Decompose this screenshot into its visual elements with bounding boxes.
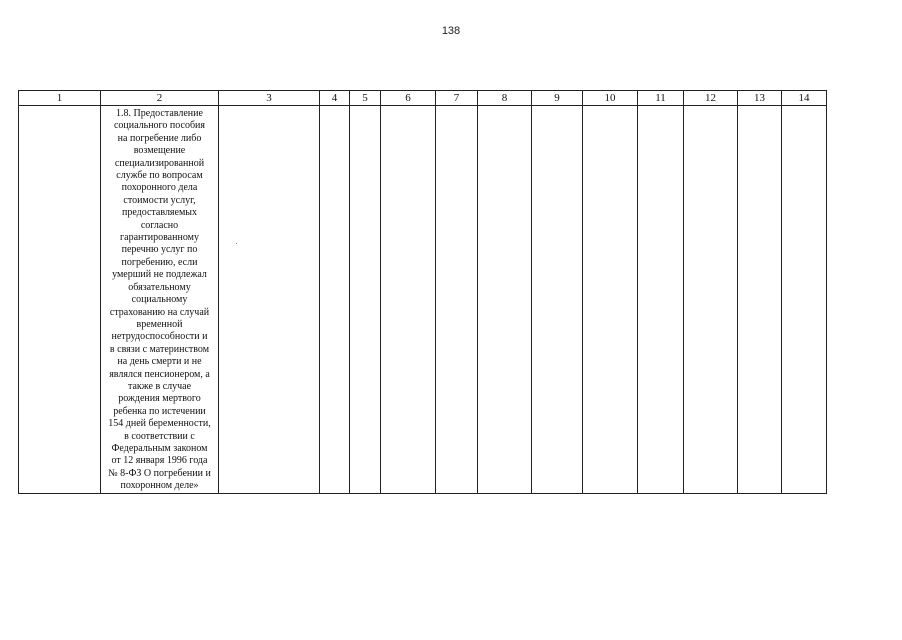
cell-col-11 xyxy=(638,106,684,494)
cell-col-12 xyxy=(684,106,738,494)
column-header-14: 14 xyxy=(782,91,827,106)
cell-col-8 xyxy=(478,106,532,494)
cell-col-6 xyxy=(381,106,436,494)
scan-speck xyxy=(236,243,237,244)
column-header-2: 2 xyxy=(101,91,219,106)
cell-col-9 xyxy=(532,106,583,494)
column-header-9: 9 xyxy=(532,91,583,106)
column-header-3: 3 xyxy=(219,91,320,106)
service-description: 1.8. Предоставление социального пособия на погребение либо возмещение специализированной службе по вопросам похоронного дела стоимости услуг, предоставляемых согласно гарантированному перечню услуг по погребению, если умерший не подлежал обязательному социальному страхованию на случай временной нетрудоспособности и в связи с материнством на день смерти и не являлся пенсионером, а также в случае рождения мертвого ребенка по истечении 154 дней беременности, в соответствии с Федеральным законом от 12 января 1996 года № 8-ФЗ О погребении и похоронном деле» xyxy=(108,108,211,492)
cell-col-14 xyxy=(782,106,827,494)
column-header-10: 10 xyxy=(583,91,638,106)
cell-col-5 xyxy=(350,106,381,494)
cell-col-7 xyxy=(436,106,478,494)
table-row xyxy=(19,106,827,494)
header-row xyxy=(19,91,827,106)
column-header-7: 7 xyxy=(436,91,478,106)
cell-col-13 xyxy=(738,106,782,494)
column-header-6: 6 xyxy=(381,91,436,106)
column-header-13: 13 xyxy=(738,91,782,106)
column-header-12: 12 xyxy=(684,91,738,106)
cell-col-1 xyxy=(19,106,101,494)
column-header-8: 8 xyxy=(478,91,532,106)
column-header-1: 1 xyxy=(19,91,101,106)
column-header-4: 4 xyxy=(320,91,350,106)
cell-col-10 xyxy=(583,106,638,494)
data-table xyxy=(18,90,827,494)
page-number: 138 xyxy=(441,25,461,37)
column-header-5: 5 xyxy=(350,91,381,106)
cell-col-2 xyxy=(101,106,219,494)
cell-col-3 xyxy=(219,106,320,494)
column-header-11: 11 xyxy=(638,91,684,106)
cell-col-4 xyxy=(320,106,350,494)
